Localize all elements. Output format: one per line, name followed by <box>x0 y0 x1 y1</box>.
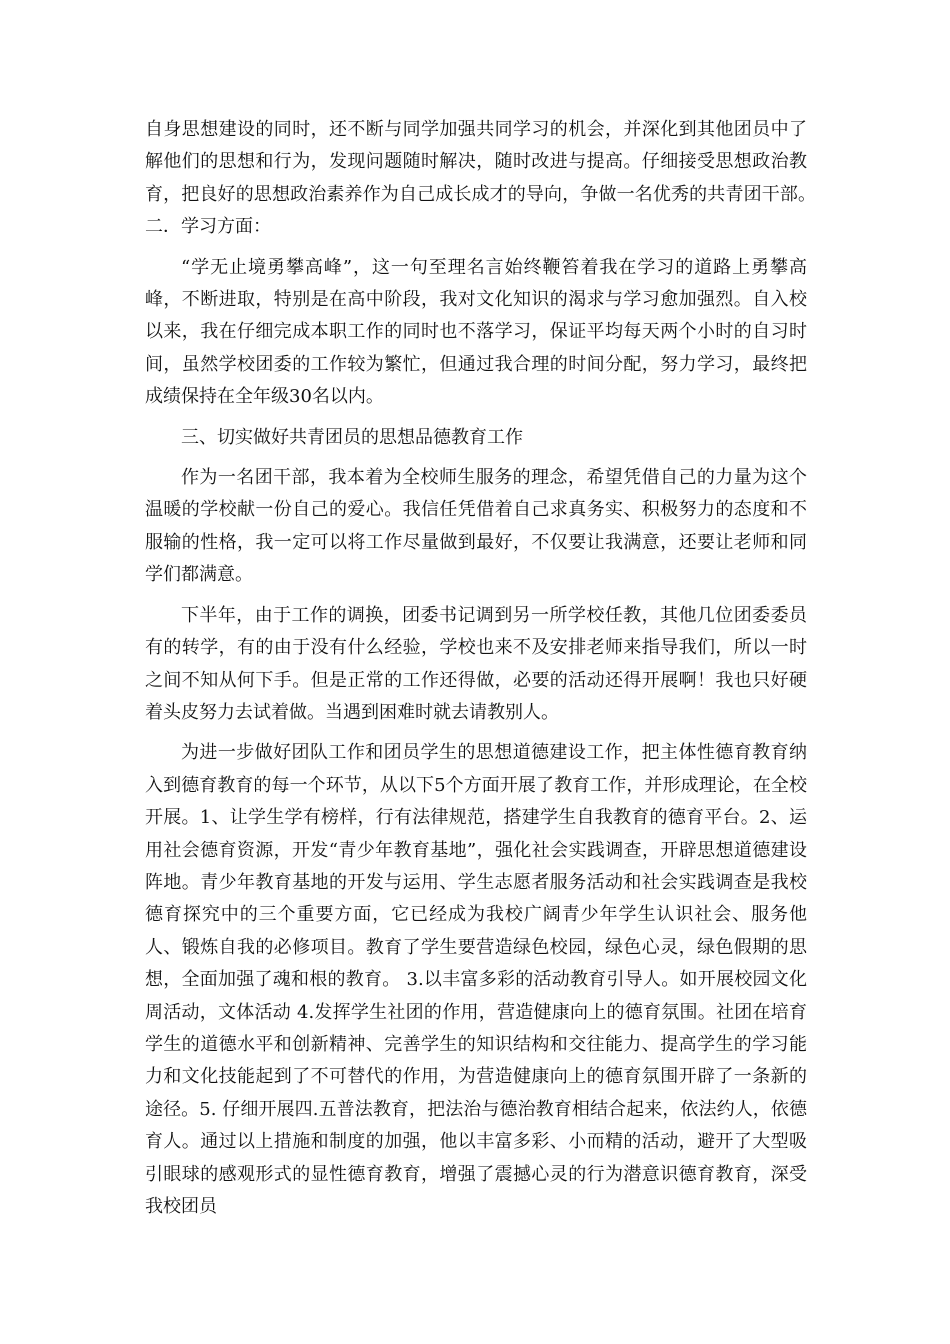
section-heading-three: 三、切实做好共青团员的思想品德教育工作 <box>181 426 523 448</box>
paragraph-moral-education: 为进一步做好团队工作和团员学生的思想道德建设工作，把主体性德育教育纳入到德育教育的每一个环节，从以下5个方面开展了教育工作，并形成理论，在全校开展。1、让学生学有榜样，行有法律规范，搭建学生自我教育的德育平台。2、运用社会德育资源，开发“青少年教育基地”，强化社会实践调查，开辟思想道德建设阵地。青少年教育基地的开发与运用、学生志愿者服务活动和社会实践调查是我校德育探究中的三个重要方面，它已经成为我校广阔青少年学生认识社会、服务他人、锻炼自我的必修项目。教育了学生要营造绿色校园，绿色心灵，绿色假期的思想，全面加强了魂和根的教育。 3.以丰富多彩的活动教育引导人。如开展校园文化周活动，文体活动 4.发挥学生社团的作用，营造健康向上的德育氛围。社团在培育学生的道德水平和创新精神、完善学生的知识结构和交往能力、提高学生的学习能力和文化技能起到了不可替代的作用，为营造健康向上的德育氛围开辟了一条新的途径。5. 仔细开展四.五普法教育，把法治与德治教育相结合起来，依法约人，依德育人。通过以上措施和制度的加强，他以丰富多彩、小而精的活动，避开了大型吸引眼球的感观形式的显性德育教育，增强了震撼心灵的行为潜意识德育教育，深受我校团员 <box>145 742 807 1217</box>
paragraph-study: “学无止境勇攀高峰”，这一句至理名言始终鞭笞着我在学习的道路上勇攀高峰，不断进取，特别是在高中阶段，我对文化知识的渴求与学习愈加强烈。自入校以来，我在仔细完成本职工作的同时也不落学习，保证平均每天两个小时的自习时间，虽然学校团委的工作较为繁忙，但通过我合理的时间分配，努力学习，最终把成绩保持在全年级30名以内。 <box>145 256 807 408</box>
paragraph-continuation: 自身思想建设的同时，还不断与同学加强共同学习的机会，并深化到其他团员中了解他们的思想和行为，发现问题随时解决，随时改进与提高。仔细接受思想政治教育，把良好的思想政治素养作为自己成长成才的导向，争做一名优秀的共青团干部。 二．学习方面： <box>145 119 843 238</box>
paragraph-cadre: 作为一名团干部，我本着为全校师生服务的理念，希望凭借自己的力量为这个温暖的学校献一份自己的爱心。我信任凭借着自己求真务实、积极努力的态度和不服输的性格，我一定可以将工作尽量做到最好，不仅要让我满意，还要让老师和同学们都满意。 <box>145 467 807 586</box>
document-page <box>145 114 843 1231</box>
paragraph-second-half: 下半年，由于工作的调换，团委书记调到另一所学校任教，其他几位团委委员有的转学，有的由于没有什么经验，学校也来不及安排老师来指导我们，所以一时之间不知从何下手。但是正常的工作还得做，必要的活动还得开展啊！我也只好硬着头皮努力去试着做。当遇到困难时就去请教别人。 <box>145 604 807 723</box>
